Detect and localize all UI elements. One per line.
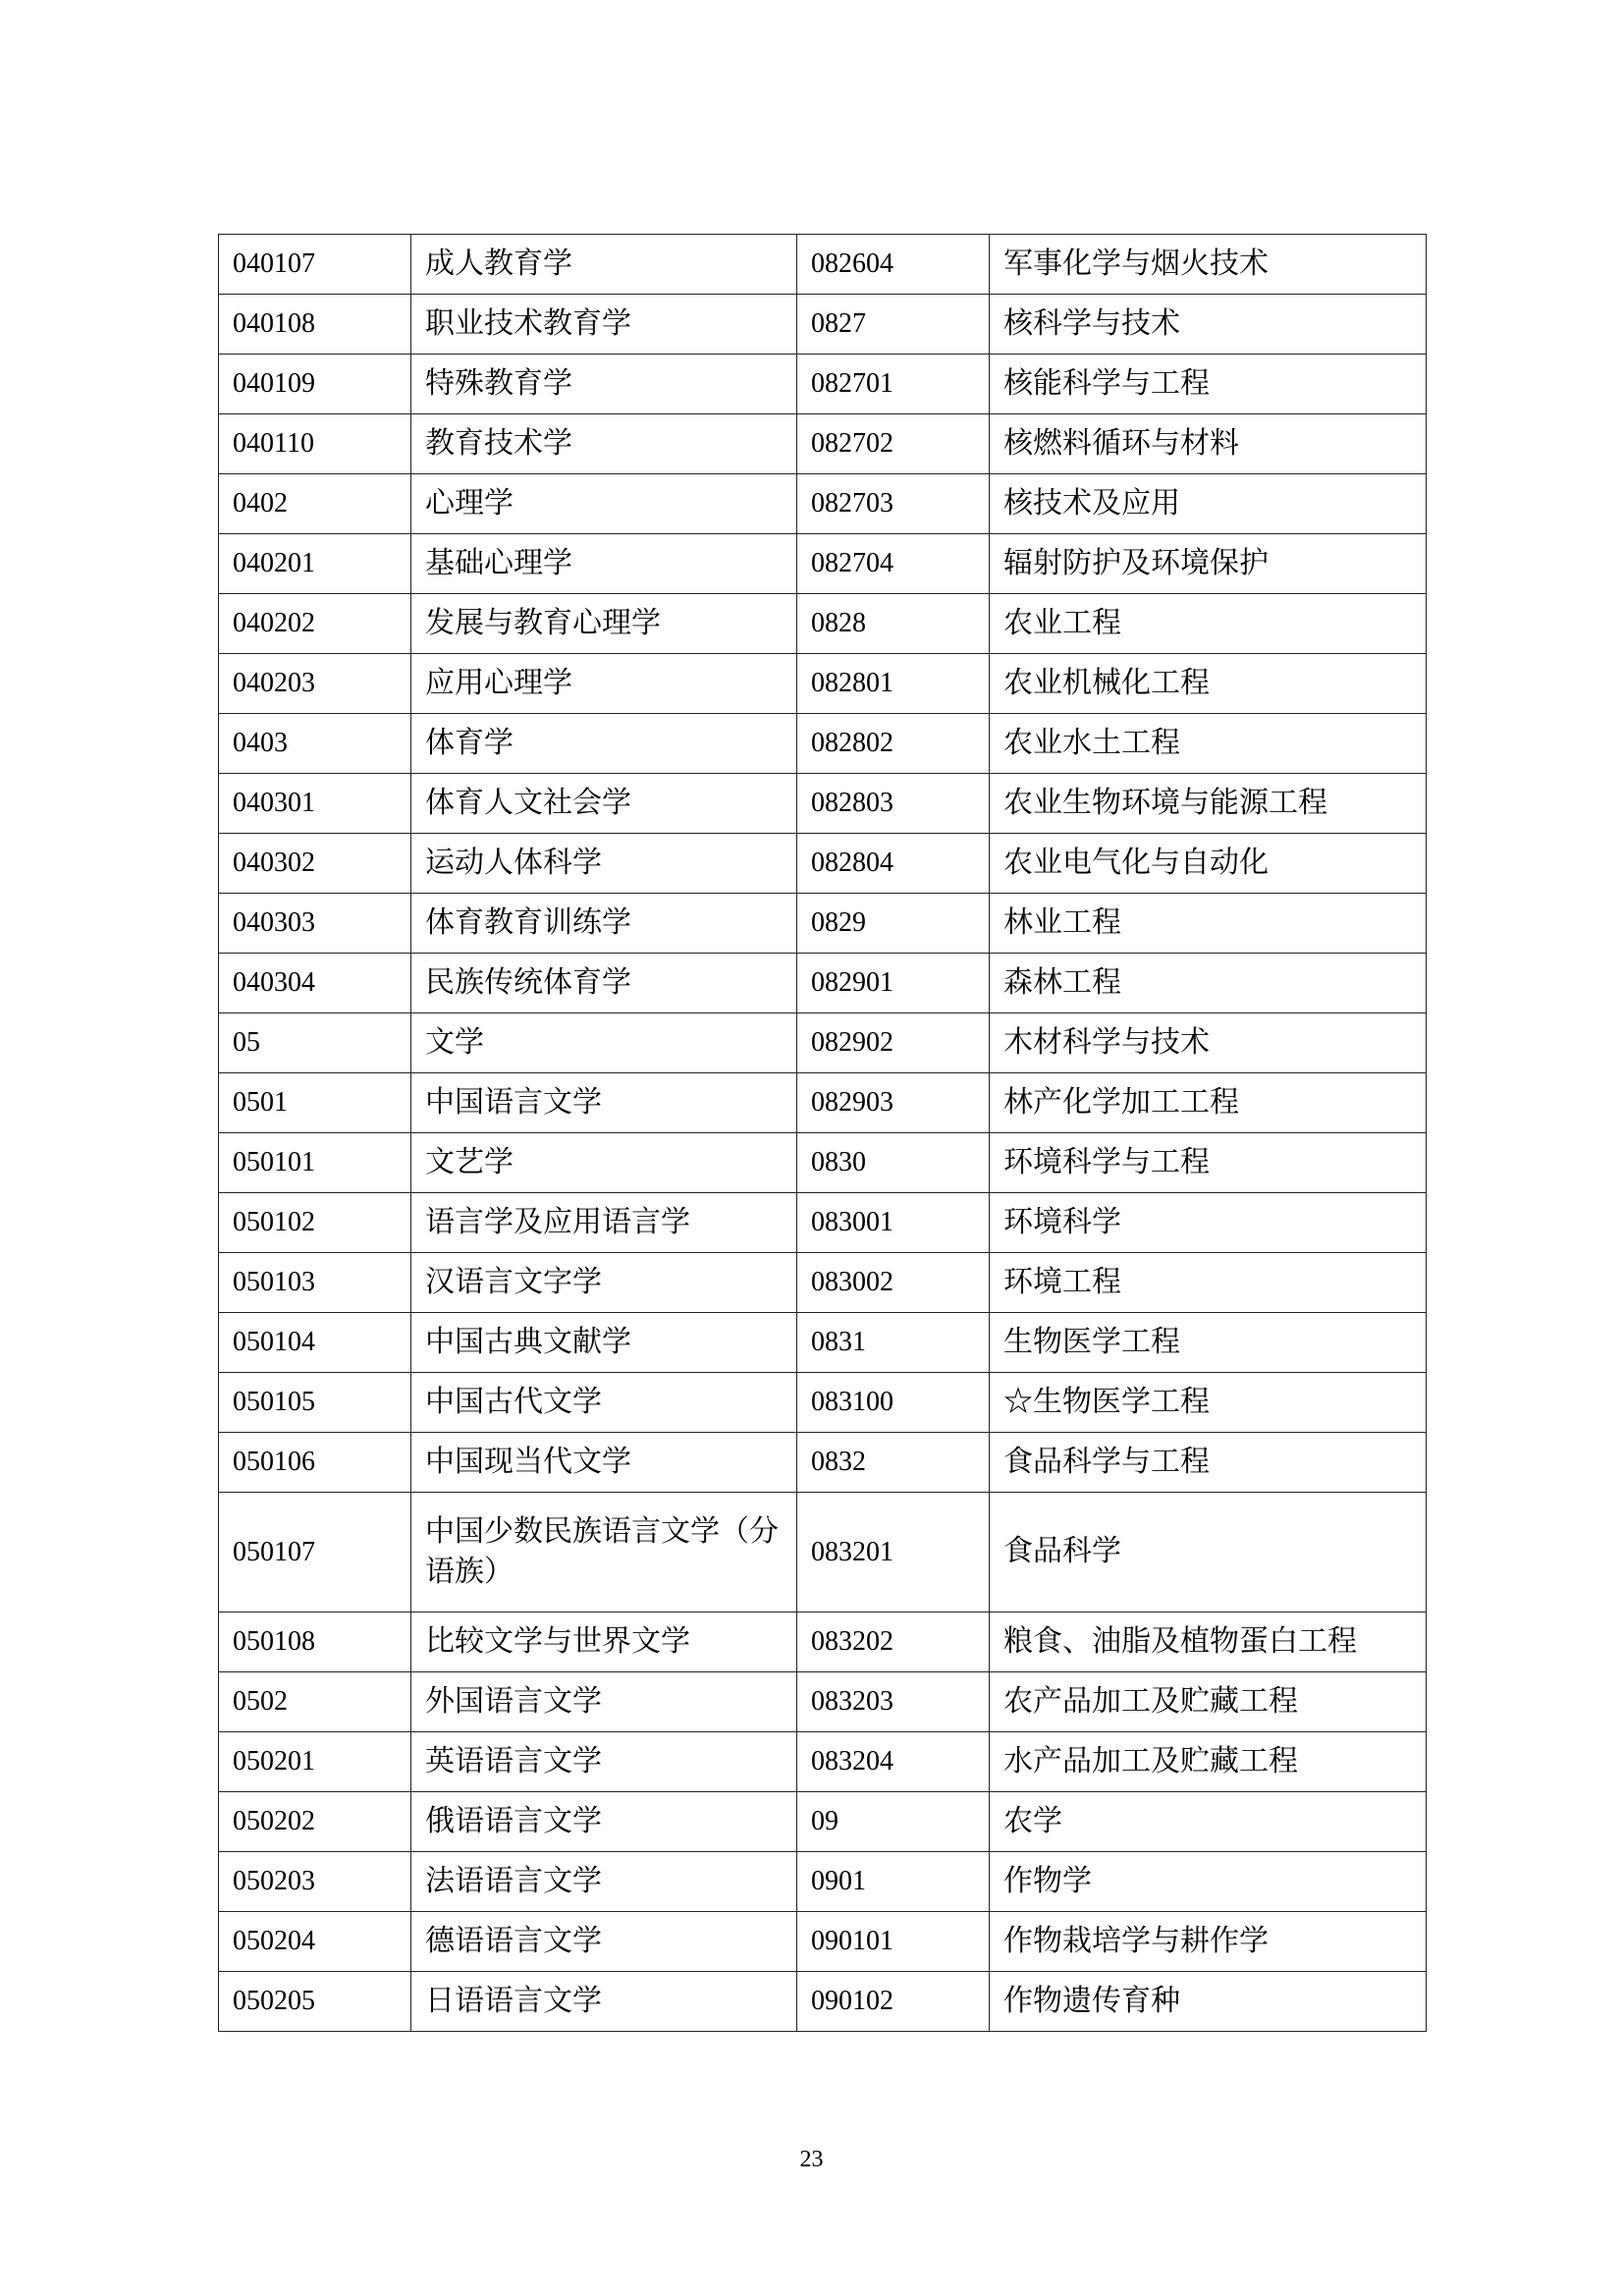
left-code-cell: 040108 xyxy=(219,295,411,355)
right-name-cell: 木材科学与技术 xyxy=(990,1013,1427,1073)
left-name-cell: 体育人文社会学 xyxy=(411,774,797,834)
left-code-cell: 050203 xyxy=(219,1852,411,1912)
right-name-cell: 辐射防护及环境保护 xyxy=(990,534,1427,594)
right-code-cell: 083204 xyxy=(797,1732,990,1792)
right-code-cell: 083203 xyxy=(797,1672,990,1732)
left-name-cell: 汉语言文字学 xyxy=(411,1253,797,1313)
right-name-cell: 粮食、油脂及植物蛋白工程 xyxy=(990,1613,1427,1672)
left-name-cell: 中国古代文学 xyxy=(411,1373,797,1433)
left-code-cell: 0403 xyxy=(219,714,411,774)
left-name-cell: 基础心理学 xyxy=(411,534,797,594)
left-code-cell: 050108 xyxy=(219,1613,411,1672)
left-code-cell: 050104 xyxy=(219,1313,411,1373)
left-name-cell: 教育技术学 xyxy=(411,414,797,474)
left-code-cell: 050205 xyxy=(219,1972,411,2032)
right-code-cell: 083001 xyxy=(797,1193,990,1253)
left-code-cell: 0402 xyxy=(219,474,411,534)
right-name-cell: 森林工程 xyxy=(990,954,1427,1013)
left-code-cell: 050101 xyxy=(219,1133,411,1193)
left-name-cell: 比较文学与世界文学 xyxy=(411,1613,797,1672)
left-name-cell: 成人教育学 xyxy=(411,235,797,295)
left-name-cell: 日语语言文学 xyxy=(411,1972,797,2032)
right-name-cell: 军事化学与烟火技术 xyxy=(990,235,1427,295)
right-code-cell: 082903 xyxy=(797,1073,990,1133)
left-code-cell: 050201 xyxy=(219,1732,411,1792)
table-row xyxy=(219,594,1427,654)
left-name-cell: 文学 xyxy=(411,1013,797,1073)
right-code-cell: 082802 xyxy=(797,714,990,774)
table-row xyxy=(219,1013,1427,1073)
table-row xyxy=(219,1313,1427,1373)
right-name-cell: 作物学 xyxy=(990,1852,1427,1912)
left-code-cell: 050103 xyxy=(219,1253,411,1313)
table-row xyxy=(219,235,1427,295)
right-name-cell: 农产品加工及贮藏工程 xyxy=(990,1672,1427,1732)
right-code-cell: 082902 xyxy=(797,1013,990,1073)
table-row xyxy=(219,295,1427,355)
right-name-cell: 林产化学加工工程 xyxy=(990,1073,1427,1133)
table-row xyxy=(219,1972,1427,2032)
table-row xyxy=(219,1852,1427,1912)
left-name-cell: 文艺学 xyxy=(411,1133,797,1193)
right-code-cell: 082801 xyxy=(797,654,990,714)
right-code-cell: 082803 xyxy=(797,774,990,834)
left-name-cell: 德语语言文学 xyxy=(411,1912,797,1972)
left-name-cell: 中国少数民族语言文学（分语族） xyxy=(411,1493,797,1613)
right-name-cell: 农业机械化工程 xyxy=(990,654,1427,714)
left-code-cell: 050106 xyxy=(219,1433,411,1493)
right-name-cell: 农学 xyxy=(990,1792,1427,1852)
right-code-cell: 0829 xyxy=(797,894,990,954)
left-name-cell: 体育学 xyxy=(411,714,797,774)
right-code-cell: 083202 xyxy=(797,1613,990,1672)
right-code-cell: 09 xyxy=(797,1792,990,1852)
table-row xyxy=(219,534,1427,594)
table-row xyxy=(219,1613,1427,1672)
left-code-cell: 05 xyxy=(219,1013,411,1073)
table-row xyxy=(219,1792,1427,1852)
table-row xyxy=(219,1133,1427,1193)
right-name-cell: 农业生物环境与能源工程 xyxy=(990,774,1427,834)
right-name-cell: 作物遗传育种 xyxy=(990,1972,1427,2032)
right-name-cell: 林业工程 xyxy=(990,894,1427,954)
table-row xyxy=(219,1373,1427,1433)
table-row xyxy=(219,1253,1427,1313)
right-name-cell: 环境科学 xyxy=(990,1193,1427,1253)
left-code-cell: 040109 xyxy=(219,355,411,414)
right-code-cell: 0827 xyxy=(797,295,990,355)
right-name-cell: 农业电气化与自动化 xyxy=(990,834,1427,894)
right-name-cell: 农业工程 xyxy=(990,594,1427,654)
right-code-cell: 082702 xyxy=(797,414,990,474)
right-name-cell: 食品科学 xyxy=(990,1493,1427,1613)
left-name-cell: 中国现当代文学 xyxy=(411,1433,797,1493)
right-code-cell: 090102 xyxy=(797,1972,990,2032)
right-code-cell: 082703 xyxy=(797,474,990,534)
table-row xyxy=(219,355,1427,414)
right-name-cell: 核技术及应用 xyxy=(990,474,1427,534)
left-name-cell: 英语语言文学 xyxy=(411,1732,797,1792)
table-row xyxy=(219,1912,1427,1972)
right-name-cell: 核科学与技术 xyxy=(990,295,1427,355)
left-code-cell: 0502 xyxy=(219,1672,411,1732)
left-code-cell: 040201 xyxy=(219,534,411,594)
left-code-cell: 040303 xyxy=(219,894,411,954)
table-row xyxy=(219,1732,1427,1792)
left-name-cell: 体育教育训练学 xyxy=(411,894,797,954)
right-code-cell: 0832 xyxy=(797,1433,990,1493)
right-name-cell: 食品科学与工程 xyxy=(990,1433,1427,1493)
left-name-cell: 语言学及应用语言学 xyxy=(411,1193,797,1253)
left-name-cell: 中国语言文学 xyxy=(411,1073,797,1133)
table-row xyxy=(219,1433,1427,1493)
right-code-cell: 082701 xyxy=(797,355,990,414)
table-row xyxy=(219,774,1427,834)
right-name-cell: 环境工程 xyxy=(990,1253,1427,1313)
left-name-cell: 外国语言文学 xyxy=(411,1672,797,1732)
discipline-code-table xyxy=(218,234,1427,2032)
left-name-cell: 职业技术教育学 xyxy=(411,295,797,355)
table-row xyxy=(219,1672,1427,1732)
left-code-cell: 050202 xyxy=(219,1792,411,1852)
page-number: 23 xyxy=(799,2147,824,2172)
left-name-cell: 法语语言文学 xyxy=(411,1852,797,1912)
left-name-cell: 运动人体科学 xyxy=(411,834,797,894)
right-code-cell: 083100 xyxy=(797,1373,990,1433)
left-code-cell: 050105 xyxy=(219,1373,411,1433)
left-name-cell: 中国古典文献学 xyxy=(411,1313,797,1373)
left-code-cell: 040301 xyxy=(219,774,411,834)
table-row xyxy=(219,834,1427,894)
left-name-cell: 特殊教育学 xyxy=(411,355,797,414)
left-name-cell: 应用心理学 xyxy=(411,654,797,714)
left-code-cell: 040110 xyxy=(219,414,411,474)
table-row xyxy=(219,894,1427,954)
left-code-cell: 040202 xyxy=(219,594,411,654)
table-row xyxy=(219,1073,1427,1133)
right-code-cell: 082704 xyxy=(797,534,990,594)
right-name-cell: 作物栽培学与耕作学 xyxy=(990,1912,1427,1972)
right-name-cell: 生物医学工程 xyxy=(990,1313,1427,1373)
right-name-cell: 核能科学与工程 xyxy=(990,355,1427,414)
table-row xyxy=(219,714,1427,774)
right-code-cell: 082604 xyxy=(797,235,990,295)
table-row xyxy=(219,1493,1427,1613)
left-code-cell: 050107 xyxy=(219,1493,411,1613)
table-row xyxy=(219,474,1427,534)
left-name-cell: 俄语语言文学 xyxy=(411,1792,797,1852)
right-name-cell: 环境科学与工程 xyxy=(990,1133,1427,1193)
table-row xyxy=(219,654,1427,714)
left-code-cell: 0501 xyxy=(219,1073,411,1133)
right-name-cell: 水产品加工及贮藏工程 xyxy=(990,1732,1427,1792)
right-code-cell: 0828 xyxy=(797,594,990,654)
left-code-cell: 040302 xyxy=(219,834,411,894)
left-name-cell: 发展与教育心理学 xyxy=(411,594,797,654)
right-code-cell: 083201 xyxy=(797,1493,990,1613)
left-code-cell: 040203 xyxy=(219,654,411,714)
left-code-cell: 040107 xyxy=(219,235,411,295)
left-name-cell: 心理学 xyxy=(411,474,797,534)
right-code-cell: 0901 xyxy=(797,1852,990,1912)
table-body xyxy=(219,235,1427,2032)
left-code-cell: 050102 xyxy=(219,1193,411,1253)
right-code-cell: 082901 xyxy=(797,954,990,1013)
right-name-cell: 农业水土工程 xyxy=(990,714,1427,774)
right-code-cell: 0831 xyxy=(797,1313,990,1373)
right-code-cell: 090101 xyxy=(797,1912,990,1972)
table-row xyxy=(219,954,1427,1013)
table-row xyxy=(219,1193,1427,1253)
left-name-cell: 民族传统体育学 xyxy=(411,954,797,1013)
right-code-cell: 0830 xyxy=(797,1133,990,1193)
right-name-cell: ☆生物医学工程 xyxy=(990,1373,1427,1433)
right-code-cell: 082804 xyxy=(797,834,990,894)
left-code-cell: 050204 xyxy=(219,1912,411,1972)
left-code-cell: 040304 xyxy=(219,954,411,1013)
table-row xyxy=(219,414,1427,474)
right-code-cell: 083002 xyxy=(797,1253,990,1313)
right-name-cell: 核燃料循环与材料 xyxy=(990,414,1427,474)
